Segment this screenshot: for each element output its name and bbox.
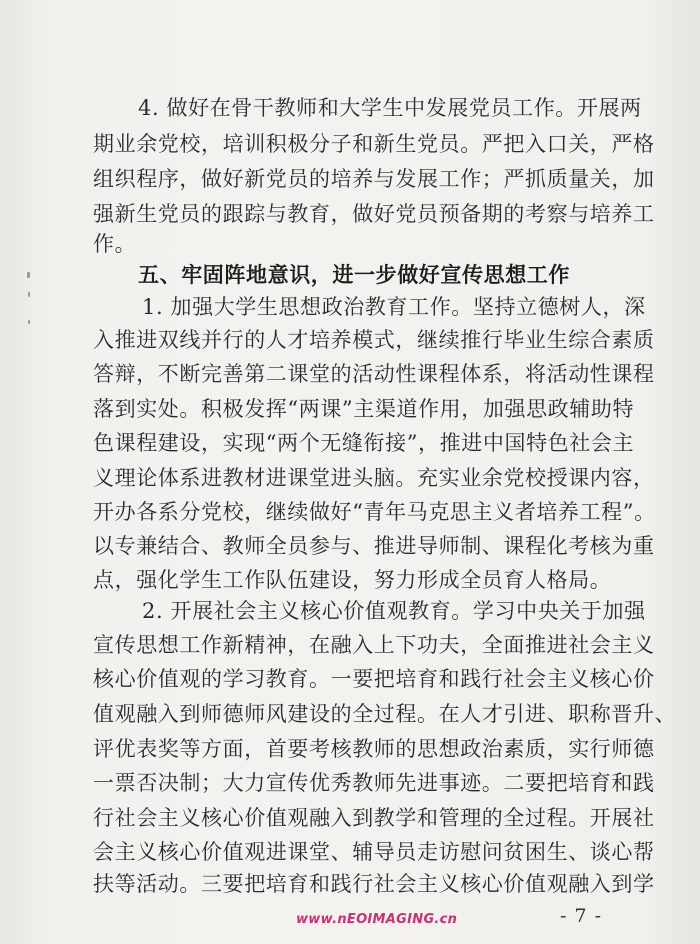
watermark-text: www.nEOIMAGING.cn bbox=[296, 912, 458, 927]
text-line: 2. 开展社会主义核心价值观教育。学习中央关于加强 bbox=[142, 599, 646, 623]
scan-speck bbox=[28, 292, 30, 297]
text-line: 开办各系分党校，继续做好“青年马克思主义者培养工程”。 bbox=[93, 500, 656, 524]
text-line: 扶等活动。三要把培育和践行社会主义核心价值观融入到学 bbox=[93, 872, 655, 896]
scan-speck bbox=[27, 272, 30, 278]
text-line: 一票否决制；大力宣传优秀教师先进事迹。二要把培育和践 bbox=[93, 771, 655, 795]
page-number: - 7 - bbox=[560, 905, 603, 927]
text-line: 值观融入到师德师风建设的全过程。在人才引进、职称晋升、 bbox=[93, 702, 677, 726]
text-line: 宣传思想工作新精神，在融入上下功夫，全面推进社会主义 bbox=[93, 633, 655, 657]
text-line: 入推进双线并行的人才培养模式，继续推行毕业生综合素质 bbox=[93, 328, 655, 352]
text-line: 点，强化学生工作队伍建设，努力形成全员育人格局。 bbox=[93, 568, 612, 592]
text-line: 会主义核心价值观进课堂、辅导员走访慰问贫困生、谈心帮 bbox=[93, 840, 655, 864]
text-line: 评优表奖等方面，首要考核教师的思想政治素质，实行师德 bbox=[93, 737, 655, 761]
text-line: 义理论体系进教材进课堂进头脑。充实业余党校授课内容， bbox=[93, 466, 655, 490]
text-line: 落到实处。积极发挥“两课”主渠道作用，加强思政辅助特 bbox=[93, 397, 635, 421]
text-line: 核心价值观的学习教育。一要把培育和践行社会主义核心价 bbox=[93, 667, 655, 691]
text-line: 4. 做好在骨干教师和大学生中发展党员工作。开展两 bbox=[138, 96, 642, 120]
text-line: 作。 bbox=[93, 232, 137, 256]
text-line: 强新生党员的跟踪与教育，做好党员预备期的考察与培养工 bbox=[93, 202, 655, 226]
text-line: 色课程建设，实现“两个无缝衔接”，推进中国特色社会主 bbox=[93, 431, 635, 455]
text-line: 行社会主义核心价值观融入到教学和管理的全过程。开展社 bbox=[93, 806, 655, 830]
section-heading: 五、牢固阵地意识，进一步做好宣传思想工作 bbox=[138, 262, 570, 287]
text-line: 组织程序，做好新党员的培养与发展工作；严抓质量关，加 bbox=[93, 167, 655, 191]
text-line: 期业余党校，培训积极分子和新生党员。严把入口关，严格 bbox=[93, 132, 655, 156]
text-line: 以专兼结合、教师全员参与、推进导师制、课程化考核为重 bbox=[93, 534, 655, 558]
scan-speck bbox=[28, 320, 30, 324]
text-line: 答辩，不断完善第二课堂的活动性课程体系，将活动性课程 bbox=[93, 362, 655, 386]
text-line: 1. 加强大学生思想政治教育工作。坚持立德树人，深 bbox=[142, 295, 646, 319]
